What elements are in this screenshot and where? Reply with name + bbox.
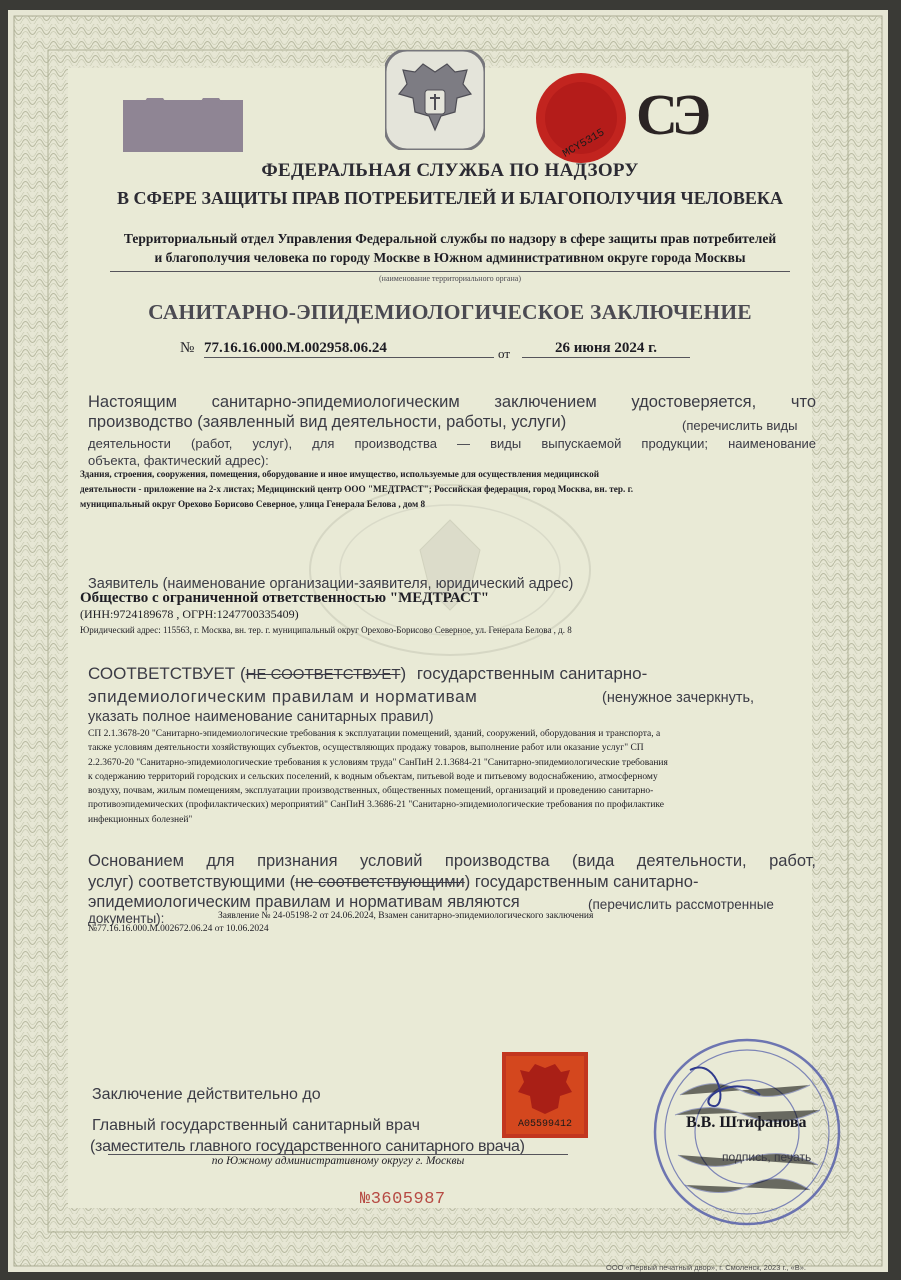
basis-line1: Основанием для признания условий производства (вида деятельности, работ, bbox=[88, 852, 816, 870]
conformity-line3: указать полное наименование санитарных правил) bbox=[88, 709, 434, 725]
territorial-organ-line1: Территориальный отдел Управления Федеральной службы по надзору в сфере защиты прав потребителей bbox=[123, 231, 777, 246]
conformity-rest: государственным санитарно- bbox=[416, 664, 648, 683]
basis-line2b: ) государственным санитарно- bbox=[464, 873, 699, 891]
production-intro-line1: Настоящим санитарно-эпидемиологическим заключением удостоверяется, что bbox=[88, 393, 816, 411]
applicant-address: Юридический адрес: 115563, г. Москва, вн. тер. г. муниципальный округ Орехово-Борисово Северное, ул. Генерала Белова , д. 8 bbox=[80, 625, 572, 635]
conformity-line2b: (ненужное зачеркнуть, bbox=[602, 690, 755, 706]
serial-number: №3605987 bbox=[360, 1190, 446, 1209]
sanitary-rule-line: инфекционных болезней" bbox=[88, 814, 193, 825]
document-title: САНИТАРНО-ЭПИДЕМИОЛОГИЧЕСКОЕ ЗАКЛЮЧЕНИЕ bbox=[148, 300, 752, 324]
signer-name: В.В. Штифанова bbox=[686, 1114, 807, 1131]
conformity-open: ( bbox=[239, 664, 246, 683]
hologram-code: MCY5315 bbox=[560, 127, 607, 161]
conformity-close: ) bbox=[400, 664, 407, 683]
sanitary-rule-line: 2.2.3670-20 "Санитарно-эпидемиологические требования к условиям труда" СанПиН 2.1.3684-21 "Санитарно-эпидемиологические требования bbox=[88, 757, 668, 768]
production-detail-line3: муниципальный округ Орехово Борисово Северное, улица Генерала Белова , дом 8 bbox=[80, 499, 426, 509]
sanitary-rule-line: воздуху, почвам, жилым помещениям, эксплуатации производственных, общественных помещений, организаций и проведению санитарно- bbox=[88, 786, 654, 797]
basis-line2a: услуг) соответствующими ( bbox=[88, 873, 296, 891]
certification-mark: СЭ bbox=[636, 82, 706, 147]
hologram-seal bbox=[535, 72, 627, 164]
sanitary-rule-line: противоэпидемических (профилактических) мероприятий" СанПиН 3.3686-21 "Санитарно-эпидемиологические требования по профилактике bbox=[88, 800, 664, 811]
production-intro-line4: объекта, фактический адрес): bbox=[88, 453, 269, 468]
sanitary-rules-list bbox=[88, 727, 812, 827]
footer-hologram-code: A05599412 bbox=[517, 1119, 573, 1130]
issue-date: 26 июня 2024 г. bbox=[522, 340, 690, 358]
basis-document-line1: Заявление № 24-05198-2 от 24.06.2024, Взамен санитарно-эпидемиологического заключения bbox=[218, 911, 594, 921]
basis-document-line2: №77.16.16.000.М.002672.06.24 от 10.06.2024 bbox=[88, 924, 269, 934]
certificate-number: 77.16.16.000.М.002958.06.24 bbox=[204, 340, 494, 358]
agency-heading-line1: ФЕДЕРАЛЬНАЯ СЛУЖБА ПО НАДЗОРУ bbox=[261, 160, 639, 181]
applicant-ids: (ИНН:9724189678 , ОГРН:1247700335409) bbox=[80, 607, 299, 621]
doctor-title-line2: (заместитель главного государственного санитарного врача) bbox=[90, 1138, 525, 1155]
conformity-word: СООТВЕТСТВУЕТ bbox=[88, 664, 236, 683]
footer-hologram bbox=[502, 1052, 588, 1138]
signature-caption: подпись, печать bbox=[722, 1150, 812, 1164]
basis-line4: документы): bbox=[88, 911, 165, 926]
production-detail-line2: деятельности - приложение на 2-х листах; Медицинский центр ООО "МЕДТРАСТ"; Российская федерация, город Москва, вн. тер. г. bbox=[80, 484, 634, 494]
sanitary-rule-line: к содержанию территорий городских и сельских поселений, к водным объектам, питьевой воде и питьевому водоснабжению, атмосферному bbox=[88, 771, 658, 782]
number-prefix: № bbox=[180, 340, 195, 356]
organ-underline bbox=[110, 271, 790, 272]
applicant-name: Общество с ограниченной ответственностью "МЕДТРАСТ" bbox=[80, 590, 490, 606]
territorial-organ-line2: и благополучия человека по городу Москве в Южном административном округе города Москвы bbox=[154, 250, 746, 265]
production-intro-line3: деятельности (работ, услуг), для производства — виды выпускаемой продукции; наименование bbox=[88, 436, 816, 451]
doctor-title-line3: по Южному административному округу г. Москвы bbox=[211, 1155, 465, 1167]
basis-line2-struck: не соответствующими bbox=[295, 873, 465, 891]
printer-imprint: ООО «Первый печатный двор», г. Смоленск, 2023 г., «В». bbox=[606, 1263, 806, 1272]
doctor-title-line1: Главный государственный санитарный врач bbox=[92, 1117, 420, 1134]
sanitary-rule-line: СП 2.1.3678-20 "Санитарно-эпидемиологические требования к эксплуатации помещений, зданий, сооружений, оборудования и транспорта, а bbox=[88, 729, 661, 739]
conformity-line1 bbox=[88, 664, 647, 684]
production-intro-line2b: (перечислить виды bbox=[682, 418, 798, 433]
sanitary-rule-line: также условиям деятельности хозяйствующих субъектов, осуществляющих продажу товаров, выполнение работ или оказание услуг" СП bbox=[88, 743, 644, 754]
double-headed-eagle-emblem bbox=[385, 50, 485, 150]
conformity-line2a: эпидемиологическим правилам и нормативам bbox=[88, 687, 478, 706]
agency-heading-line2: В СФЕРЕ ЗАЩИТЫ ПРАВ ПОТРЕБИТЕЛЕЙ И БЛАГОПОЛУЧИЯ ЧЕЛОВЕКА bbox=[117, 188, 783, 208]
organ-caption: (наименование территориального органа) bbox=[379, 274, 521, 283]
basis-line3a: эпидемиологическим правилам и нормативам являются bbox=[88, 893, 520, 911]
basis-line2 bbox=[88, 873, 698, 892]
production-detail-line1: Здания, строения, сооружения, помещения, оборудование и иное имущество, используемые для осуществления медицинской bbox=[80, 469, 599, 479]
production-intro-line2a: производство (заявленный вид деятельности, работы, услуги) bbox=[88, 413, 567, 431]
applicant-label: Заявитель (наименование организации-заявителя, юридический адрес) bbox=[88, 576, 574, 592]
official-round-seal bbox=[650, 1035, 845, 1230]
basis-line3b: (перечислить рассмотренные bbox=[588, 897, 774, 912]
valid-until-label: Заключение действительно до bbox=[92, 1086, 321, 1103]
code-field-top-edge bbox=[123, 98, 243, 112]
date-from-label: от bbox=[498, 346, 511, 361]
conformity-struck: НЕ СООТВЕТСТВУЕТ bbox=[245, 666, 401, 683]
